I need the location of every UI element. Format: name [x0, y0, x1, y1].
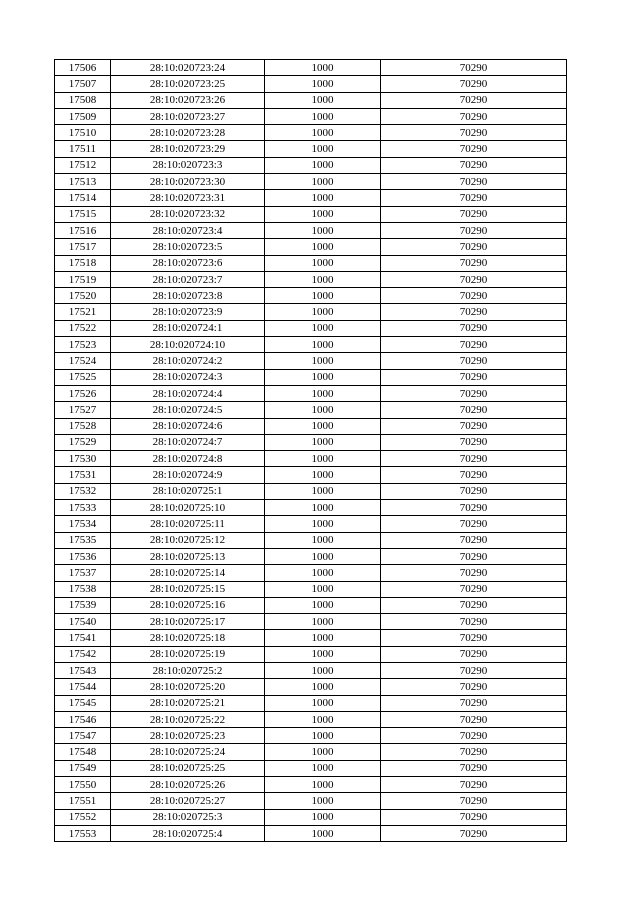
cadastral-number-cell: 28:10:020723:9 — [111, 304, 265, 320]
area-cell: 1000 — [265, 516, 381, 532]
cadastral-number-cell: 28:10:020723:28 — [111, 125, 265, 141]
table-row — [55, 402, 567, 418]
value-cell: 70290 — [381, 157, 567, 173]
value-cell: 70290 — [381, 92, 567, 108]
value-cell: 70290 — [381, 222, 567, 238]
cadastral-number-cell: 28:10:020725:15 — [111, 581, 265, 597]
row-id-cell: 17547 — [55, 728, 111, 744]
cadastral-number-cell: 28:10:020725:2 — [111, 662, 265, 678]
table-row — [55, 304, 567, 320]
cadastral-number-cell: 28:10:020723:32 — [111, 206, 265, 222]
row-id-cell: 17546 — [55, 711, 111, 727]
area-cell: 1000 — [265, 320, 381, 336]
row-id-cell: 17535 — [55, 532, 111, 548]
cadastral-number-cell: 28:10:020725:25 — [111, 760, 265, 776]
table-row — [55, 744, 567, 760]
cadastral-number-cell: 28:10:020725:20 — [111, 679, 265, 695]
row-id-cell: 17514 — [55, 190, 111, 206]
row-id-cell: 17538 — [55, 581, 111, 597]
cadastral-number-cell: 28:10:020725:18 — [111, 630, 265, 646]
area-cell: 1000 — [265, 92, 381, 108]
row-id-cell: 17513 — [55, 174, 111, 190]
row-id-cell: 17539 — [55, 597, 111, 613]
row-id-cell: 17531 — [55, 467, 111, 483]
row-id-cell: 17529 — [55, 434, 111, 450]
area-cell: 1000 — [265, 711, 381, 727]
row-id-cell: 17522 — [55, 320, 111, 336]
value-cell: 70290 — [381, 809, 567, 825]
cadastral-number-cell: 28:10:020725:23 — [111, 728, 265, 744]
table-row — [55, 271, 567, 287]
value-cell: 70290 — [381, 288, 567, 304]
area-cell: 1000 — [265, 239, 381, 255]
row-id-cell: 17537 — [55, 565, 111, 581]
table-row — [55, 288, 567, 304]
value-cell: 70290 — [381, 646, 567, 662]
value-cell: 70290 — [381, 353, 567, 369]
value-cell: 70290 — [381, 500, 567, 516]
value-cell: 70290 — [381, 744, 567, 760]
cadastral-number-cell: 28:10:020725:16 — [111, 597, 265, 613]
area-cell: 1000 — [265, 467, 381, 483]
value-cell: 70290 — [381, 711, 567, 727]
value-cell: 70290 — [381, 777, 567, 793]
value-cell: 70290 — [381, 76, 567, 92]
cadastral-number-cell: 28:10:020725:24 — [111, 744, 265, 760]
row-id-cell: 17530 — [55, 451, 111, 467]
row-id-cell: 17541 — [55, 630, 111, 646]
row-id-cell: 17549 — [55, 760, 111, 776]
table-row — [55, 434, 567, 450]
value-cell: 70290 — [381, 369, 567, 385]
row-id-cell: 17515 — [55, 206, 111, 222]
value-cell: 70290 — [381, 825, 567, 841]
row-id-cell: 17550 — [55, 777, 111, 793]
value-cell: 70290 — [381, 679, 567, 695]
area-cell: 1000 — [265, 190, 381, 206]
cadastral-number-cell: 28:10:020723:31 — [111, 190, 265, 206]
area-cell: 1000 — [265, 385, 381, 401]
area-cell: 1000 — [265, 108, 381, 124]
value-cell: 70290 — [381, 581, 567, 597]
cadastral-number-cell: 28:10:020725:12 — [111, 532, 265, 548]
cadastral-number-cell: 28:10:020724:8 — [111, 451, 265, 467]
table-row — [55, 646, 567, 662]
cadastral-number-cell: 28:10:020723:4 — [111, 222, 265, 238]
row-id-cell: 17545 — [55, 695, 111, 711]
row-id-cell: 17516 — [55, 222, 111, 238]
value-cell: 70290 — [381, 385, 567, 401]
cadastral-number-cell: 28:10:020724:1 — [111, 320, 265, 336]
cadastral-number-cell: 28:10:020724:10 — [111, 337, 265, 353]
area-cell: 1000 — [265, 434, 381, 450]
cadastral-number-cell: 28:10:020723:8 — [111, 288, 265, 304]
table-row — [55, 385, 567, 401]
table-row — [55, 92, 567, 108]
area-cell: 1000 — [265, 157, 381, 173]
cadastral-number-cell: 28:10:020725:1 — [111, 483, 265, 499]
area-cell: 1000 — [265, 369, 381, 385]
value-cell: 70290 — [381, 728, 567, 744]
value-cell: 70290 — [381, 483, 567, 499]
row-id-cell: 17527 — [55, 402, 111, 418]
area-cell: 1000 — [265, 614, 381, 630]
area-cell: 1000 — [265, 777, 381, 793]
value-cell: 70290 — [381, 418, 567, 434]
value-cell: 70290 — [381, 108, 567, 124]
area-cell: 1000 — [265, 353, 381, 369]
row-id-cell: 17540 — [55, 614, 111, 630]
cadastral-number-cell: 28:10:020723:5 — [111, 239, 265, 255]
row-id-cell: 17542 — [55, 646, 111, 662]
cadastral-number-cell: 28:10:020724:5 — [111, 402, 265, 418]
table-row — [55, 630, 567, 646]
area-cell: 1000 — [265, 630, 381, 646]
value-cell: 70290 — [381, 125, 567, 141]
cadastral-number-cell: 28:10:020723:30 — [111, 174, 265, 190]
value-cell: 70290 — [381, 239, 567, 255]
area-cell: 1000 — [265, 60, 381, 76]
value-cell: 70290 — [381, 467, 567, 483]
value-cell: 70290 — [381, 402, 567, 418]
table-row — [55, 565, 567, 581]
table-row — [55, 255, 567, 271]
table-row — [55, 451, 567, 467]
area-cell: 1000 — [265, 402, 381, 418]
cadastral-number-cell: 28:10:020724:9 — [111, 467, 265, 483]
table-row — [55, 174, 567, 190]
row-id-cell: 17536 — [55, 548, 111, 564]
row-id-cell: 17548 — [55, 744, 111, 760]
cadastral-number-cell: 28:10:020725:19 — [111, 646, 265, 662]
table-row — [55, 125, 567, 141]
value-cell: 70290 — [381, 793, 567, 809]
table-row — [55, 157, 567, 173]
area-cell: 1000 — [265, 288, 381, 304]
table-row — [55, 320, 567, 336]
value-cell: 70290 — [381, 630, 567, 646]
table-row — [55, 190, 567, 206]
area-cell: 1000 — [265, 271, 381, 287]
cadastral-number-cell: 28:10:020723:27 — [111, 108, 265, 124]
row-id-cell: 17533 — [55, 500, 111, 516]
area-cell: 1000 — [265, 141, 381, 157]
table-row — [55, 825, 567, 841]
cadastral-number-cell: 28:10:020724:3 — [111, 369, 265, 385]
cadastral-number-cell: 28:10:020725:13 — [111, 548, 265, 564]
area-cell: 1000 — [265, 646, 381, 662]
value-cell: 70290 — [381, 597, 567, 613]
table-row — [55, 760, 567, 776]
cadastral-number-cell: 28:10:020725:4 — [111, 825, 265, 841]
cadastral-number-cell: 28:10:020725:27 — [111, 793, 265, 809]
cadastral-number-cell: 28:10:020725:3 — [111, 809, 265, 825]
value-cell: 70290 — [381, 141, 567, 157]
value-cell: 70290 — [381, 206, 567, 222]
table-row — [55, 728, 567, 744]
area-cell: 1000 — [265, 581, 381, 597]
value-cell: 70290 — [381, 695, 567, 711]
area-cell: 1000 — [265, 255, 381, 271]
cadastral-number-cell: 28:10:020724:2 — [111, 353, 265, 369]
row-id-cell: 17520 — [55, 288, 111, 304]
table-row — [55, 809, 567, 825]
value-cell: 70290 — [381, 190, 567, 206]
table-row — [55, 711, 567, 727]
row-id-cell: 17524 — [55, 353, 111, 369]
value-cell: 70290 — [381, 60, 567, 76]
cadastral-number-cell: 28:10:020723:26 — [111, 92, 265, 108]
area-cell: 1000 — [265, 679, 381, 695]
table-row — [55, 467, 567, 483]
value-cell: 70290 — [381, 255, 567, 271]
area-cell: 1000 — [265, 222, 381, 238]
value-cell: 70290 — [381, 516, 567, 532]
row-id-cell: 17512 — [55, 157, 111, 173]
area-cell: 1000 — [265, 695, 381, 711]
table-row — [55, 500, 567, 516]
table-row — [55, 483, 567, 499]
table-row — [55, 108, 567, 124]
cadastral-number-cell: 28:10:020723:6 — [111, 255, 265, 271]
cadastral-number-cell: 28:10:020725:17 — [111, 614, 265, 630]
table-row — [55, 206, 567, 222]
cadastral-number-cell: 28:10:020725:10 — [111, 500, 265, 516]
area-cell: 1000 — [265, 483, 381, 499]
row-id-cell: 17521 — [55, 304, 111, 320]
row-id-cell: 17518 — [55, 255, 111, 271]
value-cell: 70290 — [381, 337, 567, 353]
row-id-cell: 17553 — [55, 825, 111, 841]
cadastral-number-cell: 28:10:020724:4 — [111, 385, 265, 401]
row-id-cell: 17509 — [55, 108, 111, 124]
cadastral-number-cell: 28:10:020724:6 — [111, 418, 265, 434]
row-id-cell: 17507 — [55, 76, 111, 92]
value-cell: 70290 — [381, 760, 567, 776]
value-cell: 70290 — [381, 451, 567, 467]
area-cell: 1000 — [265, 809, 381, 825]
area-cell: 1000 — [265, 744, 381, 760]
table-row — [55, 679, 567, 695]
area-cell: 1000 — [265, 206, 381, 222]
row-id-cell: 17525 — [55, 369, 111, 385]
table-row — [55, 793, 567, 809]
row-id-cell: 17544 — [55, 679, 111, 695]
area-cell: 1000 — [265, 565, 381, 581]
table-row — [55, 222, 567, 238]
cadastral-number-cell: 28:10:020725:22 — [111, 711, 265, 727]
row-id-cell: 17517 — [55, 239, 111, 255]
area-cell: 1000 — [265, 174, 381, 190]
value-cell: 70290 — [381, 434, 567, 450]
area-cell: 1000 — [265, 500, 381, 516]
area-cell: 1000 — [265, 548, 381, 564]
area-cell: 1000 — [265, 662, 381, 678]
row-id-cell: 17543 — [55, 662, 111, 678]
value-cell: 70290 — [381, 174, 567, 190]
table-row — [55, 418, 567, 434]
cadastral-number-cell: 28:10:020723:7 — [111, 271, 265, 287]
row-id-cell: 17508 — [55, 92, 111, 108]
area-cell: 1000 — [265, 825, 381, 841]
table-body — [55, 60, 567, 842]
area-cell: 1000 — [265, 418, 381, 434]
row-id-cell: 17552 — [55, 809, 111, 825]
cadastral-number-cell: 28:10:020723:29 — [111, 141, 265, 157]
row-id-cell: 17511 — [55, 141, 111, 157]
row-id-cell: 17506 — [55, 60, 111, 76]
table-row — [55, 548, 567, 564]
table-row — [55, 662, 567, 678]
table-row — [55, 141, 567, 157]
area-cell: 1000 — [265, 532, 381, 548]
table-row — [55, 614, 567, 630]
value-cell: 70290 — [381, 271, 567, 287]
area-cell: 1000 — [265, 760, 381, 776]
table-row — [55, 369, 567, 385]
table-row — [55, 581, 567, 597]
table-row — [55, 337, 567, 353]
row-id-cell: 17551 — [55, 793, 111, 809]
cadastral-number-cell: 28:10:020723:24 — [111, 60, 265, 76]
area-cell: 1000 — [265, 451, 381, 467]
value-cell: 70290 — [381, 548, 567, 564]
value-cell: 70290 — [381, 662, 567, 678]
value-cell: 70290 — [381, 565, 567, 581]
cadastral-number-cell: 28:10:020725:11 — [111, 516, 265, 532]
table-row — [55, 516, 567, 532]
table-row — [55, 532, 567, 548]
table-row — [55, 76, 567, 92]
area-cell: 1000 — [265, 304, 381, 320]
cadastral-number-cell: 28:10:020725:26 — [111, 777, 265, 793]
cadastral-number-cell: 28:10:020723:25 — [111, 76, 265, 92]
table-row — [55, 353, 567, 369]
document-page — [54, 59, 567, 842]
cadastral-number-cell: 28:10:020725:14 — [111, 565, 265, 581]
row-id-cell: 17528 — [55, 418, 111, 434]
table-row — [55, 239, 567, 255]
table-row — [55, 777, 567, 793]
data-table — [54, 59, 567, 842]
table-row — [55, 597, 567, 613]
cadastral-number-cell: 28:10:020723:3 — [111, 157, 265, 173]
row-id-cell: 17532 — [55, 483, 111, 499]
row-id-cell: 17523 — [55, 337, 111, 353]
area-cell: 1000 — [265, 793, 381, 809]
cadastral-number-cell: 28:10:020724:7 — [111, 434, 265, 450]
table-row — [55, 60, 567, 76]
row-id-cell: 17510 — [55, 125, 111, 141]
area-cell: 1000 — [265, 125, 381, 141]
area-cell: 1000 — [265, 597, 381, 613]
row-id-cell: 17519 — [55, 271, 111, 287]
row-id-cell: 17534 — [55, 516, 111, 532]
area-cell: 1000 — [265, 728, 381, 744]
value-cell: 70290 — [381, 532, 567, 548]
area-cell: 1000 — [265, 76, 381, 92]
value-cell: 70290 — [381, 304, 567, 320]
row-id-cell: 17526 — [55, 385, 111, 401]
area-cell: 1000 — [265, 337, 381, 353]
table-row — [55, 695, 567, 711]
cadastral-number-cell: 28:10:020725:21 — [111, 695, 265, 711]
value-cell: 70290 — [381, 320, 567, 336]
value-cell: 70290 — [381, 614, 567, 630]
